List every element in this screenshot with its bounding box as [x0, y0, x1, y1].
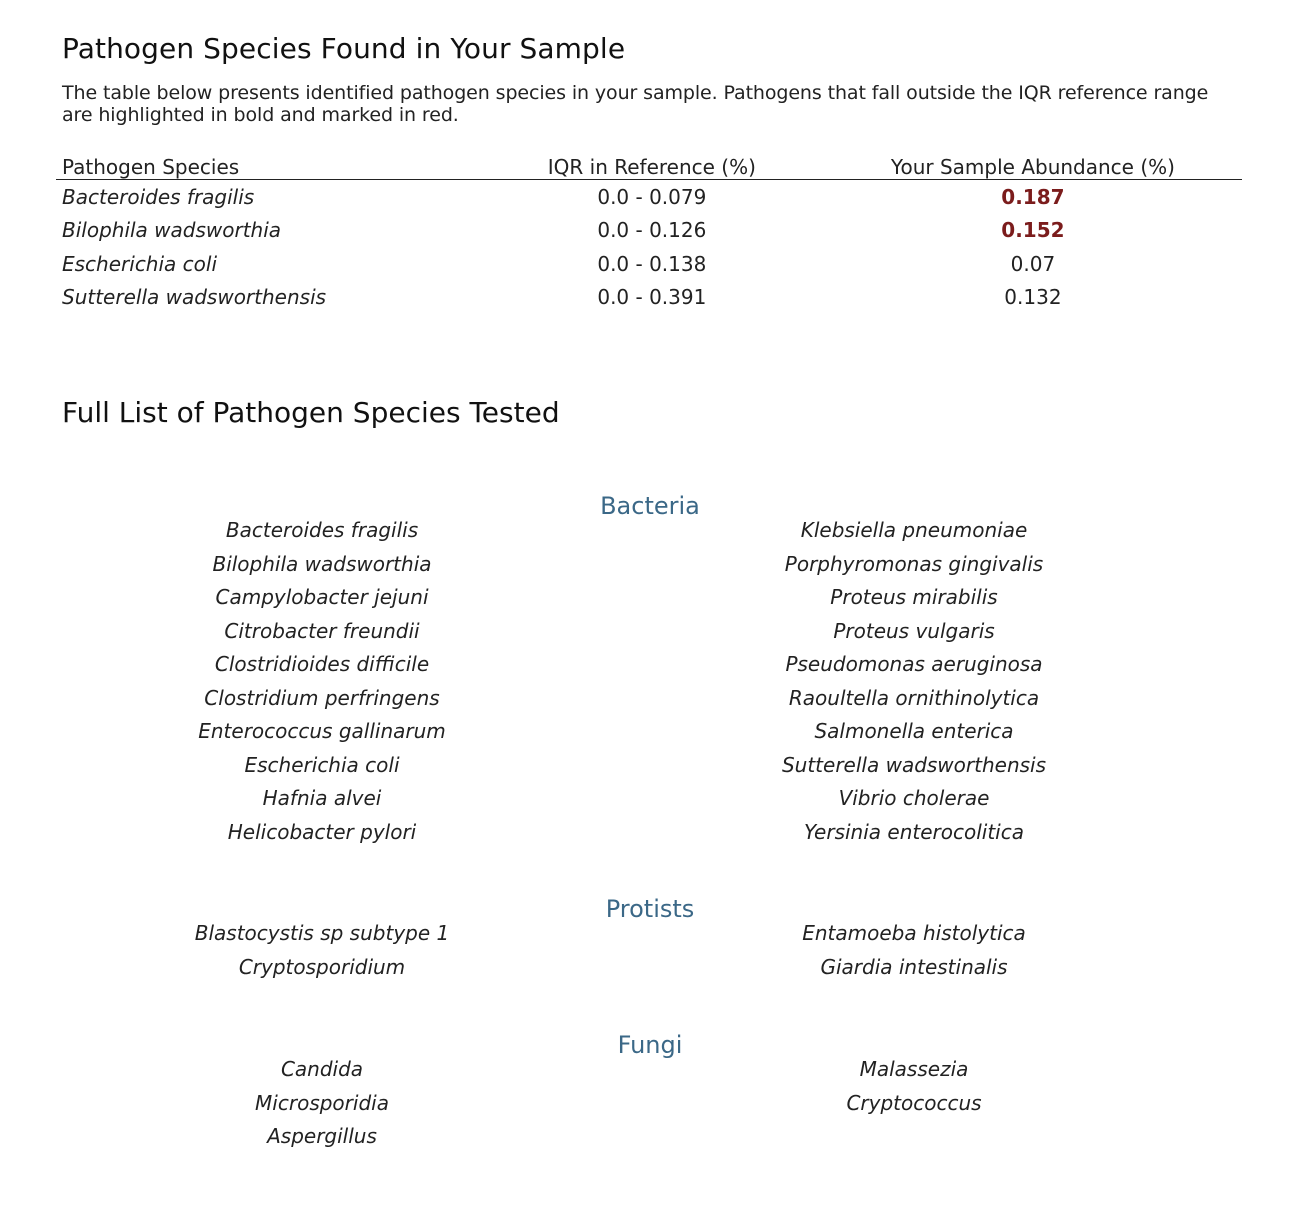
abundance-cell-flagged: 0.187 [1001, 184, 1065, 209]
column-header-species: Pathogen Species [56, 150, 480, 180]
list-item: Malassezia [859, 1057, 969, 1081]
found-section-description: The table below presents identified pathogen species in your sample. Pathogens that fall outside the IQR reference range are highlighted in bold and marked in red. [62, 82, 1209, 126]
list-item: Salmonella enterica [814, 719, 1014, 743]
list-item: Cryptosporidium [238, 954, 406, 979]
list-item: Giardia intestinalis [820, 954, 1008, 979]
category-title: Protists [605, 895, 695, 923]
column-header-iqr: IQR in Reference (%) [480, 150, 824, 180]
category-title: Fungi [617, 1031, 683, 1059]
list-item: Aspergillus [267, 1124, 377, 1148]
species-name-cell: Escherichia coli [62, 251, 217, 276]
list-item: Bilophila wadsworthia [212, 551, 432, 576]
list-item: Raoultella ornithinolytica [788, 685, 1040, 710]
table-body [56, 180, 1242, 315]
table-row [56, 247, 1242, 281]
column-header-abundance: Your Sample Abundance (%) [824, 150, 1242, 180]
table-row [56, 180, 1242, 214]
list-item: Porphyromonas gingivalis [784, 551, 1044, 576]
pathogens-found-table [56, 150, 1242, 314]
table-row [56, 281, 1242, 315]
list-item: Citrobacter freundii [224, 618, 420, 643]
list-item: Hafnia alvei [262, 786, 382, 810]
species-list-right [654, 1053, 1174, 1120]
species-name-cell: Sutterella wadsworthensis [62, 285, 327, 310]
species-name-cell: Bilophila wadsworthia [62, 218, 282, 243]
list-item: Enterococcus gallinarum [198, 719, 446, 743]
table-row [56, 214, 1242, 248]
list-item: Vibrio cholerae [838, 786, 990, 810]
list-item: Candida [280, 1057, 364, 1081]
species-name-cell: Bacteroides fragilis [62, 184, 255, 209]
list-item: Bacteroides fragilis [225, 518, 419, 542]
list-item: Pseudomonas aeruginosa [785, 652, 1043, 676]
list-item: Proteus vulgaris [833, 618, 995, 643]
list-item: Microsporidia [255, 1090, 389, 1115]
species-list-right [654, 514, 1174, 849]
list-item: Campylobacter jejuni [215, 585, 429, 609]
list-item: Escherichia coli [244, 752, 400, 777]
table-header-row [56, 150, 1242, 180]
species-list-left [62, 514, 582, 849]
list-item: Sutterella wadsworthensis [781, 752, 1047, 777]
list-item: Entamoeba histolytica [802, 921, 1026, 945]
abundance-cell-flagged: 0.152 [1001, 218, 1065, 243]
abundance-cell: 0.07 [1010, 251, 1056, 276]
list-item: Clostridium perfringens [204, 685, 440, 710]
species-list-left [62, 917, 582, 984]
found-section-title: Pathogen Species Found in Your Sample [62, 32, 626, 65]
list-item: Blastocystis sp subtype 1 [194, 921, 450, 945]
iqr-range-cell: 0.0 - 0.391 [597, 285, 707, 310]
list-item: Proteus mirabilis [830, 585, 998, 609]
iqr-range-cell: 0.0 - 0.126 [597, 218, 707, 243]
species-list-right [654, 917, 1174, 984]
category-title: Bacteria [600, 492, 700, 520]
full-list-section-title: Full List of Pathogen Species Tested [62, 396, 560, 429]
list-item: Cryptococcus [846, 1090, 982, 1115]
list-item: Yersinia enterocolitica [804, 819, 1024, 844]
list-item: Klebsiella pneumoniae [800, 518, 1028, 542]
species-list-left [62, 1053, 582, 1154]
list-item: Helicobacter pylori [227, 819, 417, 844]
list-item: Clostridioides difficile [214, 652, 430, 676]
iqr-range-cell: 0.0 - 0.138 [597, 251, 707, 276]
iqr-range-cell: 0.0 - 0.079 [597, 184, 707, 209]
abundance-cell: 0.132 [1004, 285, 1062, 310]
